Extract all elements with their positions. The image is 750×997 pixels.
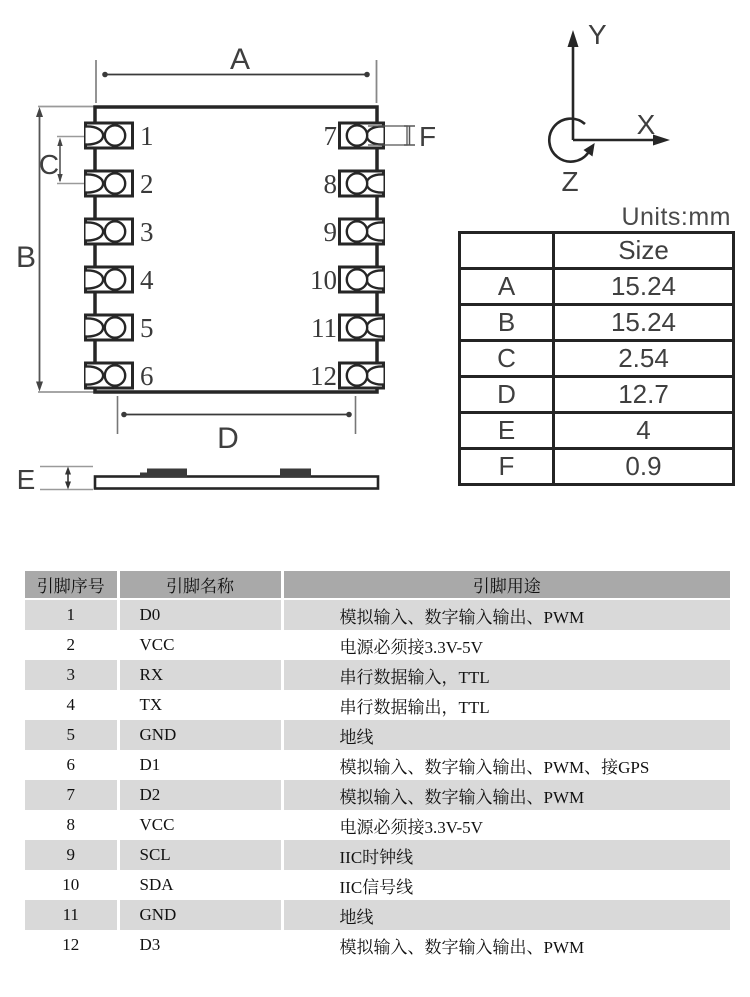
pin-table-row — [25, 630, 730, 660]
pin-name-cell: TX — [118, 690, 282, 720]
pin-table-row — [25, 780, 730, 810]
pin-purpose-cell: 模拟输入、数字输入输出、PWM — [339, 787, 585, 807]
pin-name-cell: D1 — [118, 750, 282, 780]
coordinate-axes — [549, 19, 670, 197]
pin-table-row — [25, 870, 730, 900]
size-table-size-header: Size — [554, 233, 734, 269]
pin-table-header-cell: 引脚用途 — [282, 571, 730, 599]
size-dim-cell: B — [460, 305, 554, 341]
size-dim-cell: D — [460, 377, 554, 413]
pin-name-cell: SCL — [118, 840, 282, 870]
pin-number-cell: 8 — [25, 810, 118, 840]
dim-label-a: A — [229, 43, 251, 76]
dimension-a — [96, 43, 377, 103]
module-side-view — [95, 469, 378, 489]
dimension-d — [118, 396, 356, 455]
pin-number-label: 5 — [140, 313, 154, 343]
pin-name-cell: RX — [118, 660, 282, 690]
dim-label-b: B — [15, 241, 37, 274]
size-table-row — [460, 377, 734, 413]
axis-label-z: Z — [561, 166, 579, 197]
dim-label-f: F — [419, 121, 437, 152]
size-value-cell: 15.24 — [554, 305, 734, 341]
pin-number-cell: 2 — [25, 630, 118, 660]
size-value-cell: 2.54 — [554, 341, 734, 377]
pin-number-cell: 6 — [25, 750, 118, 780]
pin-purpose-cell: IIC信号线 — [339, 877, 414, 897]
axis-label-x: X — [636, 109, 656, 140]
pin-number-cell: 7 — [25, 780, 118, 810]
pin-name-cell: VCC — [118, 810, 282, 840]
pin-table-header-cell: 引脚名称 — [118, 571, 282, 599]
pin-table-row — [25, 810, 730, 840]
pin-purpose-cell: 电源必须接3.3V-5V — [339, 817, 483, 837]
pin-table-row — [25, 750, 730, 780]
pin-number-label: 6 — [140, 361, 154, 391]
pin-name-cell: D2 — [118, 780, 282, 810]
pin-number-label: 11 — [311, 313, 337, 343]
pin-purpose-cell: 电源必须接3.3V-5V — [339, 637, 483, 657]
pin-purpose-cell: 地线 — [339, 727, 374, 747]
side-view-component — [280, 469, 311, 478]
size-table-row — [460, 341, 734, 377]
pin-number-label: 4 — [140, 265, 154, 295]
axis-label-y: Y — [588, 19, 607, 50]
y-axis-arrow — [568, 30, 579, 47]
pin-name-cell: SDA — [118, 870, 282, 900]
pin-table-row — [25, 660, 730, 690]
side-view-component — [147, 469, 187, 478]
size-value-cell: 12.7 — [554, 377, 734, 413]
dim-label-e: E — [16, 464, 36, 495]
pin-table-row — [25, 599, 730, 630]
pin-name-cell: VCC — [118, 630, 282, 660]
pin-number-label: 1 — [140, 121, 154, 151]
pin-purpose-cell: 模拟输入、数字输入输出、PWM — [339, 937, 585, 957]
size-table-row — [460, 269, 734, 305]
dim-label-c: C — [38, 149, 60, 180]
size-table-row — [460, 449, 734, 485]
size-table-row — [460, 305, 734, 341]
pin-purpose-cell: 串行数据输入，TTL — [339, 667, 490, 687]
pin-table-header-cell: 引脚序号 — [25, 571, 118, 599]
size-value-cell: 0.9 — [554, 449, 734, 485]
pin-number-cell: 3 — [25, 660, 118, 690]
dimension-e — [17, 464, 93, 495]
size-dim-cell: E — [460, 413, 554, 449]
pin-number-cell: 12 — [25, 930, 118, 960]
pin-purpose-cell: 地线 — [339, 907, 374, 927]
size-table-header-row — [460, 233, 734, 269]
units-label: Units:mm — [621, 203, 731, 231]
x-axis-arrow — [653, 135, 670, 146]
size-value-cell: 15.24 — [554, 269, 734, 305]
pin-number-cell: 5 — [25, 720, 118, 750]
pin-number-cell: 4 — [25, 690, 118, 720]
size-table-corner-cell — [460, 233, 554, 269]
pin-name-cell: D3 — [118, 930, 282, 960]
pin-number-label: 8 — [323, 169, 337, 199]
pin-number-cell: 1 — [25, 599, 118, 630]
pin-purpose-cell: 模拟输入、数字输入输出、PWM — [339, 607, 585, 627]
size-dim-cell: C — [460, 341, 554, 377]
pin-name-cell: GND — [118, 900, 282, 930]
pin-table-row — [25, 840, 730, 870]
pin-table-header-row — [25, 571, 730, 599]
size-table — [458, 231, 735, 486]
pin-number-label: 12 — [310, 361, 337, 391]
pin-name-cell: GND — [118, 720, 282, 750]
pin-table-row — [25, 720, 730, 750]
size-value-cell: 4 — [554, 413, 734, 449]
size-table-row — [460, 413, 734, 449]
pin-number-label: 7 — [323, 121, 337, 151]
pin-table-row — [25, 690, 730, 720]
pin-number-label: 2 — [140, 169, 154, 199]
pin-purpose-cell: IIC时钟线 — [339, 847, 414, 867]
size-dim-cell: A — [460, 269, 554, 305]
pin-purpose-cell: 串行数据输出，TTL — [339, 697, 490, 717]
pin-number-cell: 11 — [25, 900, 118, 930]
pin-table-row — [25, 900, 730, 930]
pin-number-label: 10 — [310, 265, 337, 295]
side-view-component-step — [140, 473, 149, 478]
pin-table-row — [25, 930, 730, 960]
pin-number-label: 9 — [323, 217, 337, 247]
pin-number-cell: 9 — [25, 840, 118, 870]
dim-label-d: D — [217, 422, 239, 455]
pin-purpose-cell: 模拟输入、数字输入输出、PWM、接GPS — [339, 757, 650, 777]
pin-number-cell: 10 — [25, 870, 118, 900]
pin-table — [25, 571, 730, 960]
pin-number-label: 3 — [140, 217, 154, 247]
size-dim-cell: F — [460, 449, 554, 485]
pin-name-cell: D0 — [118, 599, 282, 630]
